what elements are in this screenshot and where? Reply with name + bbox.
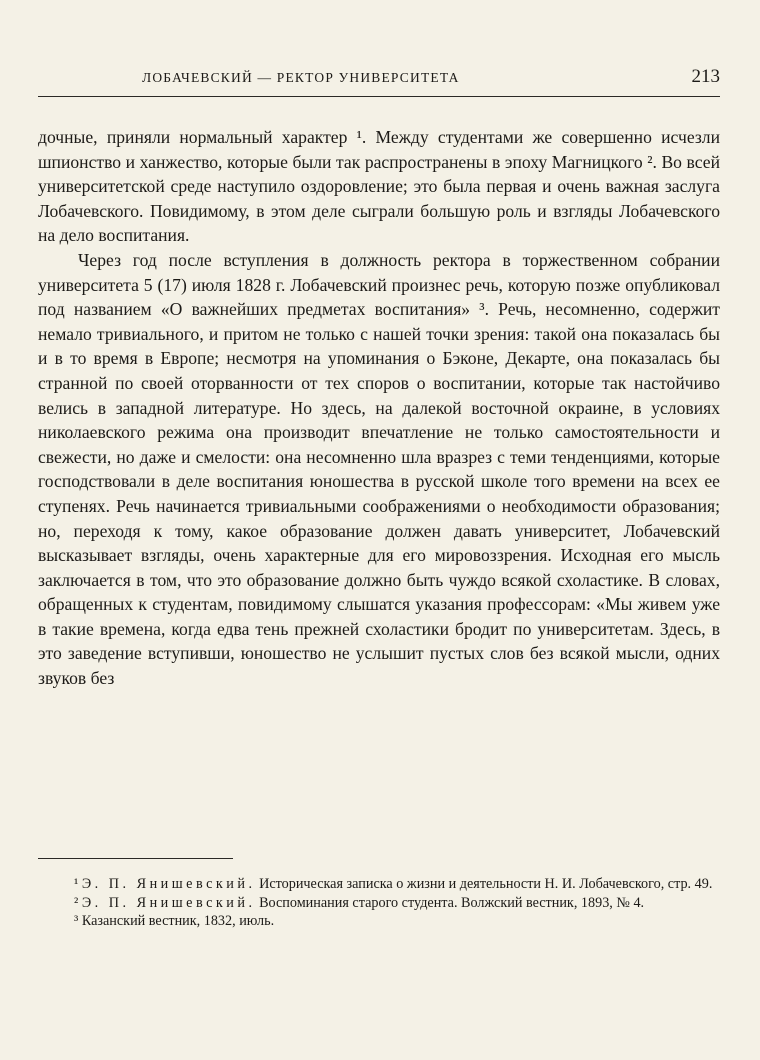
paragraph: Через год после вступления в должность ректора в торжественном собрании университета 5 (17) июля 1828 г. Лобачевский произнес речь, которую позже опубликовал под названием «О важнейших предметах воспитания» ³. Речь, несомненно, содержит немало тривиального, и притом не только с нашей точки зрения: такой она показалась бы и в то время в Европе; несмотря на упоминания о Бэконе, Декарте, она показалась бы странной по своей оторванности от тех споров о воспитании, которые так настойчиво велись в западной литературе. Но здесь, на далекой восточной окраине, в условиях николаевского режима она производит впечатление не только самостоятельности и свежести, но даже и смелости: она несомненно шла вразрез с теми тенденциями, которые господствовали в деле воспитания юношества в русской школе того времени на всех ее ступенях. Речь начинается тривиальными соображениями о необходимости образования; но, переходя к тому, какое образование должен давать университет, Лобачевский высказывает взгляды, очень характерные для его мировоззрения. Исходная его мысль заключается в том, что это образование должно быть чуждо всякой схоластике. В словах, обращенных к студентам, повидимому слышатся указания профессорам: «Мы живем уже в такие времена, когда едва тень прежней схоластики бродит по университетам. Здесь, в это заведение вступивши, юношество не услышит пустых слов без всякой мысли, одних звуков без xyxy=(38,249,720,689)
page-number: 213 xyxy=(691,66,720,87)
footnotes xyxy=(38,875,720,931)
footnote-text: Казанский вестник, 1832, июль. xyxy=(81,913,275,929)
footnote-text: Воспоминания старого студента. Волжский вестник, 1893, № 4. xyxy=(255,894,645,911)
footnote-rule xyxy=(38,858,233,859)
footnote-marker: ² xyxy=(74,894,79,911)
footnote-marker: ³ xyxy=(74,913,79,929)
running-title: ЛОБАЧЕВСКИЙ — РЕКТОР УНИВЕРСИТЕТА xyxy=(142,70,460,85)
paragraph: дочные, приняли нормальный характер ¹. Между студентами же совершенно исчезли шпионство и ханжество, которые были так распространены в эпоху Магницкого ². Во всей университетской среде наступило оздоровление; это была первая и очень важная заслуга Лобачевского. Повидимому, в этом деле сыграли большую роль и взгляды Лобачевского на дело воспитания. xyxy=(38,127,720,246)
header-rule xyxy=(38,96,720,97)
footnote-author: Э. П. Янишевский. xyxy=(81,894,256,911)
footnote xyxy=(38,875,720,894)
footnote-text: Историческая записка о жизни и деятельности Н. И. Лобачевского, стр. 49. xyxy=(255,876,713,892)
running-head xyxy=(38,66,720,88)
body-text xyxy=(38,125,720,691)
footnote-marker: ¹ xyxy=(74,876,79,892)
footnote xyxy=(38,894,720,913)
footnote xyxy=(38,912,720,931)
footnote-author: Э. П. Янишевский. xyxy=(81,876,256,892)
